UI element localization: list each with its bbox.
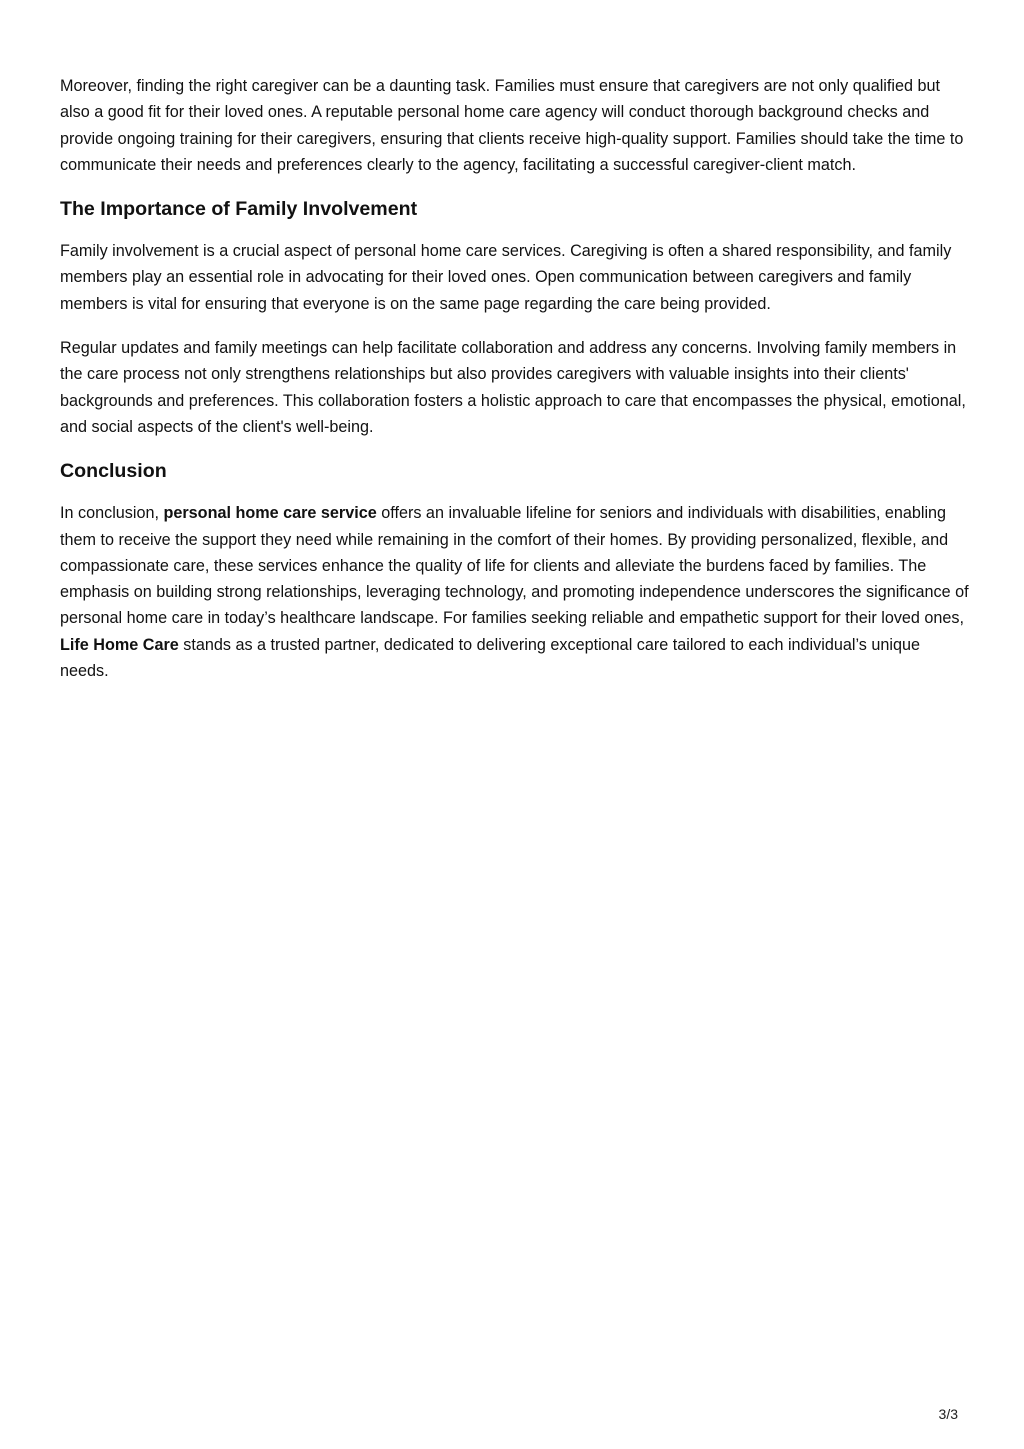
conclusion-text-end: stands as a trusted partner, dedicated to delivering exceptional care tailored to each individual’s unique needs.: [60, 635, 920, 681]
life-home-care-name: Life Home Care: [60, 635, 179, 654]
conclusion-heading: Conclusion: [60, 460, 167, 483]
family-involvement-paragraph-1: Family involvement is a crucial aspect of personal home care services. Caregiving is often a shared responsibility, and family members play an essential role in advocating for their loved ones. Open communication between caregivers and family members is vital for ensuring that everyone is on the same page regarding the care being provided.: [60, 242, 952, 313]
conclusion-text-start: In conclusion,: [60, 504, 164, 523]
page-number: 3/3: [938, 1406, 958, 1422]
family-involvement-heading: The Importance of Family Involvement: [60, 198, 418, 221]
conclusion-text-middle: offers an invaluable lifeline for seniors and individuals with disabilities, enabling them to receive the support they need while remaining in the comfort of their homes. By providing personalized, flexible, and compassionate care, these services enhance the quality of life for clients and alleviate the burdens faced by families. The emphasis on building strong relationships, leveraging technology, and promoting independence underscores the significance of personal home care in today’s healthcare landscape. For families seeking reliable and empathetic support for their loved ones,: [60, 504, 969, 628]
conclusion-paragraph: [60, 500, 970, 684]
personal-home-care-service-term: personal home care service: [163, 504, 377, 523]
family-involvement-paragraph-2: Regular updates and family meetings can help facilitate collaboration and address any concerns. Involving family members in the care process not only strengthens relationships but also provides caregivers with valuable insights into their clients' backgrounds and preferences. This collaboration fosters a holistic approach to care that encompasses the physical, emotional, and social aspects of the client's well-being.: [60, 339, 966, 436]
document-page: [60, 73, 970, 702]
intro-paragraph: Moreover, finding the right caregiver can be a daunting task. Families must ensure that caregivers are not only qualified but also a good fit for their loved ones. A reputable personal home care agency will conduct thorough background checks and provide ongoing training for their caregivers, ensuring that clients receive high-quality support. Families should take the time to communicate their needs and preferences clearly to the agency, facilitating a successful caregiver-client match.: [60, 77, 964, 174]
